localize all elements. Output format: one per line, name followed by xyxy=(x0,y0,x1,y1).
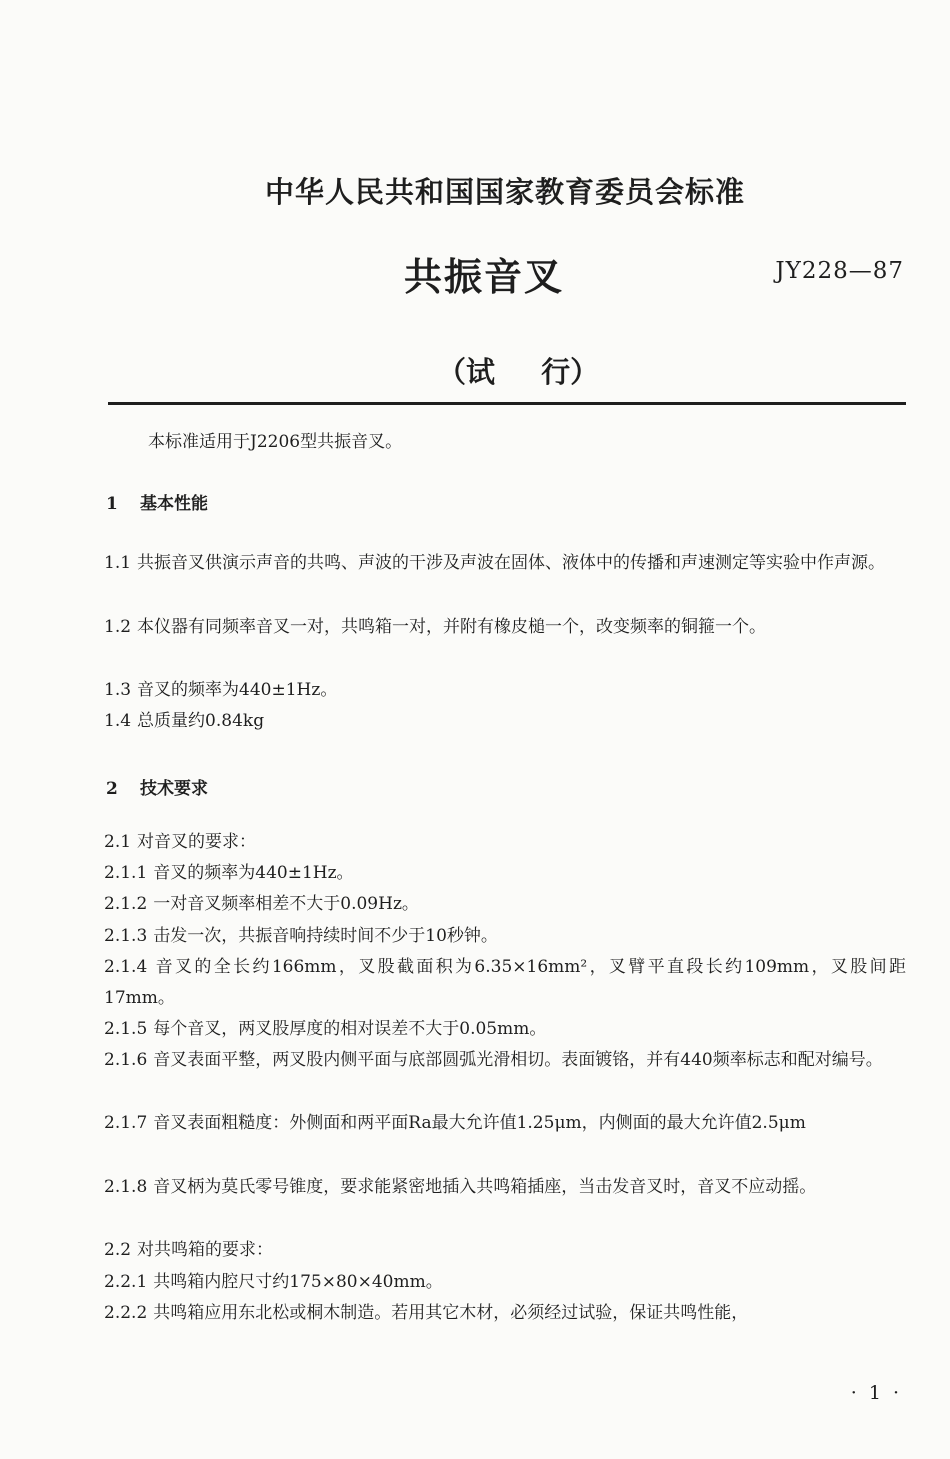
section-number: 2 xyxy=(106,779,118,799)
clause-2-1-7 xyxy=(104,1108,906,1139)
clause-number: 2.1.6 xyxy=(104,1050,148,1070)
clause-number: 1.2 xyxy=(104,617,132,637)
clause-text: 对共鸣箱的要求： xyxy=(137,1240,274,1260)
clause-text: 共鸣箱内腔尺寸约175×80×40mm。 xyxy=(153,1272,443,1292)
clause-number: 2.1.5 xyxy=(104,1019,148,1039)
clause-number: 2.1.8 xyxy=(104,1177,148,1197)
clause-2-2 xyxy=(104,1235,906,1266)
intro-text: 本标准适用于J2206型共振音叉。 xyxy=(148,432,403,452)
clause-text: 音叉的全长约166mm，叉股截面积为6.35×16mm²，叉臂平直段长约109mm，叉股间距17mm。 xyxy=(104,957,906,1008)
clause-1-3 xyxy=(104,675,906,706)
clause-2-1-2 xyxy=(104,889,906,920)
clause-2-1-8 xyxy=(104,1172,906,1203)
clause-number: 2.1.2 xyxy=(104,894,148,914)
clause-text: 音叉的频率为440±1Hz。 xyxy=(153,863,354,883)
clause-2-2-1 xyxy=(104,1267,906,1298)
clause-text: 音叉表面平整，两叉股内侧平面与底部圆弧光滑相切。表面镀铬，并有440频率标志和配对编号。 xyxy=(153,1050,883,1070)
clause-2-1-1 xyxy=(104,858,906,889)
section-title: 技术要求 xyxy=(140,779,208,799)
section-heading-1 xyxy=(106,489,208,514)
clause-2-2-2 xyxy=(104,1298,906,1329)
clause-text: 音叉表面粗糙度：外侧面和两平面Ra最大允许值1.25μm，内侧面的最大允许值2.5μm xyxy=(153,1113,806,1133)
clause-text: 一对音叉频率相差不大于0.09Hz。 xyxy=(153,894,419,914)
clause-2-1-4 xyxy=(104,952,906,1014)
clause-number: 1.1 xyxy=(104,553,132,573)
clause-number: 1.4 xyxy=(104,711,132,731)
clause-1-2 xyxy=(104,612,906,643)
section-number: 1 xyxy=(106,494,118,514)
standard-code: JY228—87 xyxy=(775,258,904,284)
header-divider xyxy=(108,402,906,405)
clause-text: 共鸣箱应用东北松或桐木制造。若用其它木材，必须经过试验，保证共鸣性能， xyxy=(153,1303,749,1323)
clause-2-1-3 xyxy=(104,921,906,952)
section-heading-2 xyxy=(106,774,208,799)
clause-number: 2.1.4 xyxy=(104,957,148,977)
clause-text: 音叉柄为莫氏零号锥度，要求能紧密地插入共鸣箱插座，当击发音叉时，音叉不应动摇。 xyxy=(153,1177,817,1197)
document-title: 共振音叉 xyxy=(404,254,565,299)
clause-1-1 xyxy=(104,548,906,579)
clause-number: 2.1.7 xyxy=(104,1113,148,1133)
clause-text: 击发一次，共振音响持续时间不少于10秒钟。 xyxy=(153,926,498,946)
clause-number: 2.2 xyxy=(104,1240,132,1260)
trial-status: （试 行） xyxy=(437,355,600,389)
organization-title: 中华人民共和国国家教育委员会标准 xyxy=(264,175,745,209)
clause-text: 本仪器有同频率音叉一对，共鸣箱一对，并附有橡皮槌一个，改变频率的铜箍一个。 xyxy=(137,617,767,637)
clause-number: 2.2.2 xyxy=(104,1303,148,1323)
clause-number: 2.1 xyxy=(104,832,132,852)
clause-number: 2.1.1 xyxy=(104,863,148,883)
clause-text: 音叉的频率为440±1Hz。 xyxy=(137,680,338,700)
clause-number: 1.3 xyxy=(104,680,132,700)
clause-2-1-6 xyxy=(104,1045,906,1076)
clause-number: 2.2.1 xyxy=(104,1272,148,1292)
clause-number: 2.1.3 xyxy=(104,926,148,946)
clause-text: 总质量约0.84kg xyxy=(137,711,265,731)
clause-2-1-5 xyxy=(104,1014,906,1045)
clause-1-4 xyxy=(104,706,906,737)
section-title: 基本性能 xyxy=(140,494,208,514)
page-number: · 1 · xyxy=(850,1382,902,1404)
clause-text: 共振音叉供演示声音的共鸣、声波的干涉及声波在固体、液体中的传播和声速测定等实验中作声源。 xyxy=(137,553,886,573)
clause-text: 对音叉的要求： xyxy=(137,832,257,852)
clause-text: 每个音叉，两叉股厚度的相对误差不大于0.05mm。 xyxy=(153,1019,547,1039)
clause-2-1 xyxy=(104,827,906,858)
